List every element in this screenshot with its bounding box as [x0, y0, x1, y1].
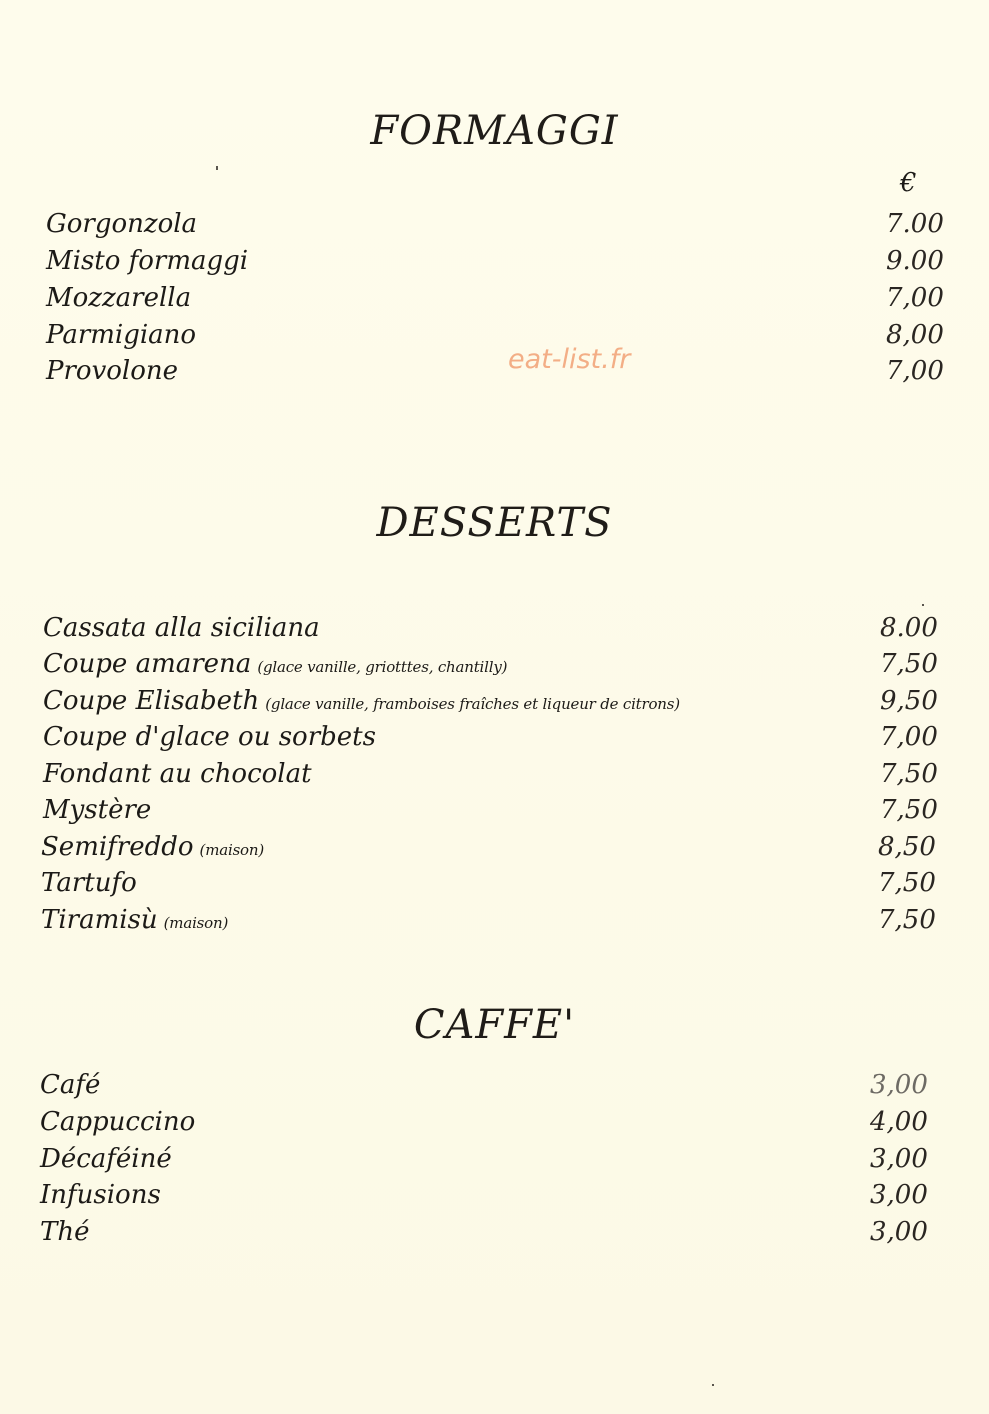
item-name: Parmigiano [46, 320, 197, 350]
menu-item [0, 719, 989, 755]
item-note: (glace vanille, framboises fraîches et liqueur de citrons) [265, 695, 680, 713]
item-price: 7.00 [886, 209, 944, 239]
menu-item [0, 902, 989, 938]
item-title: Coupe amarena [43, 649, 252, 679]
item-name [43, 646, 507, 685]
item-note: (maison) [199, 841, 265, 859]
item-price: 3,00 [870, 1180, 928, 1210]
menu-item [0, 206, 989, 242]
item-name: Cassata alla siciliana [43, 613, 320, 643]
item-price: 7,50 [880, 759, 938, 789]
item-name: Infusions [40, 1180, 161, 1210]
item-name: Cappuccino [40, 1107, 196, 1137]
section-title-caffe: CAFFE' [413, 1002, 576, 1048]
paper-speck [216, 166, 218, 170]
item-title: Tiramisù [41, 905, 158, 935]
item-price: 4,00 [870, 1107, 928, 1137]
item-price: 7,50 [878, 868, 936, 898]
menu-item [0, 646, 989, 682]
watermark: eat-list.fr [508, 344, 631, 375]
item-name: Café [40, 1070, 101, 1100]
item-price: 3,00 [870, 1070, 928, 1100]
paper-speck [922, 604, 924, 606]
menu-item [0, 1067, 989, 1103]
menu-item [0, 610, 989, 646]
menu-item [0, 1104, 989, 1140]
menu-item [0, 683, 989, 719]
item-name: Décaféiné [40, 1144, 172, 1174]
item-price: 9,50 [880, 686, 938, 716]
menu-item [0, 353, 989, 389]
item-note: (glace vanille, griotttes, chantilly) [257, 658, 508, 676]
item-price: 7,00 [886, 356, 944, 386]
item-name: Thé [40, 1217, 90, 1247]
item-title: Semifreddo [41, 832, 194, 862]
item-title: Coupe Elisabeth [43, 686, 260, 716]
item-price: 8,00 [886, 320, 944, 350]
currency-symbol: € [900, 168, 917, 198]
menu-item [0, 317, 989, 353]
item-price: 7,50 [880, 649, 938, 679]
section-title-formaggi: FORMAGGI [370, 108, 619, 154]
section-title-desserts: DESSERTS [376, 500, 613, 546]
item-price: 3,00 [870, 1144, 928, 1174]
menu-item [0, 792, 989, 828]
item-price: 7,50 [880, 795, 938, 825]
item-price: 8,50 [878, 832, 936, 862]
menu-item [0, 829, 989, 865]
item-name: Misto formaggi [46, 246, 249, 276]
paper-speck [712, 1384, 714, 1386]
menu-item [0, 865, 989, 901]
item-price: 7,00 [880, 722, 938, 752]
menu-item [0, 1141, 989, 1177]
menu-item [0, 1214, 989, 1250]
item-name: Coupe d'glace ou sorbets [43, 722, 376, 752]
item-price: 7,50 [878, 905, 936, 935]
item-name [41, 902, 228, 941]
item-name: Provolone [46, 356, 179, 386]
item-name: Gorgonzola [46, 209, 198, 239]
item-price: 3,00 [870, 1217, 928, 1247]
item-note: (maison) [163, 914, 229, 932]
item-name: Mozzarella [46, 283, 192, 313]
item-name: Tartufo [41, 868, 137, 898]
item-name: Mystère [43, 795, 152, 825]
menu-item [0, 280, 989, 316]
item-price: 8.00 [880, 613, 938, 643]
menu-item [0, 1177, 989, 1213]
item-name [43, 683, 680, 722]
item-price: 7,00 [886, 283, 944, 313]
item-name [41, 829, 264, 868]
menu-item [0, 243, 989, 279]
item-name: Fondant au chocolat [43, 759, 312, 789]
item-price: 9.00 [886, 246, 944, 276]
menu-item [0, 756, 989, 792]
